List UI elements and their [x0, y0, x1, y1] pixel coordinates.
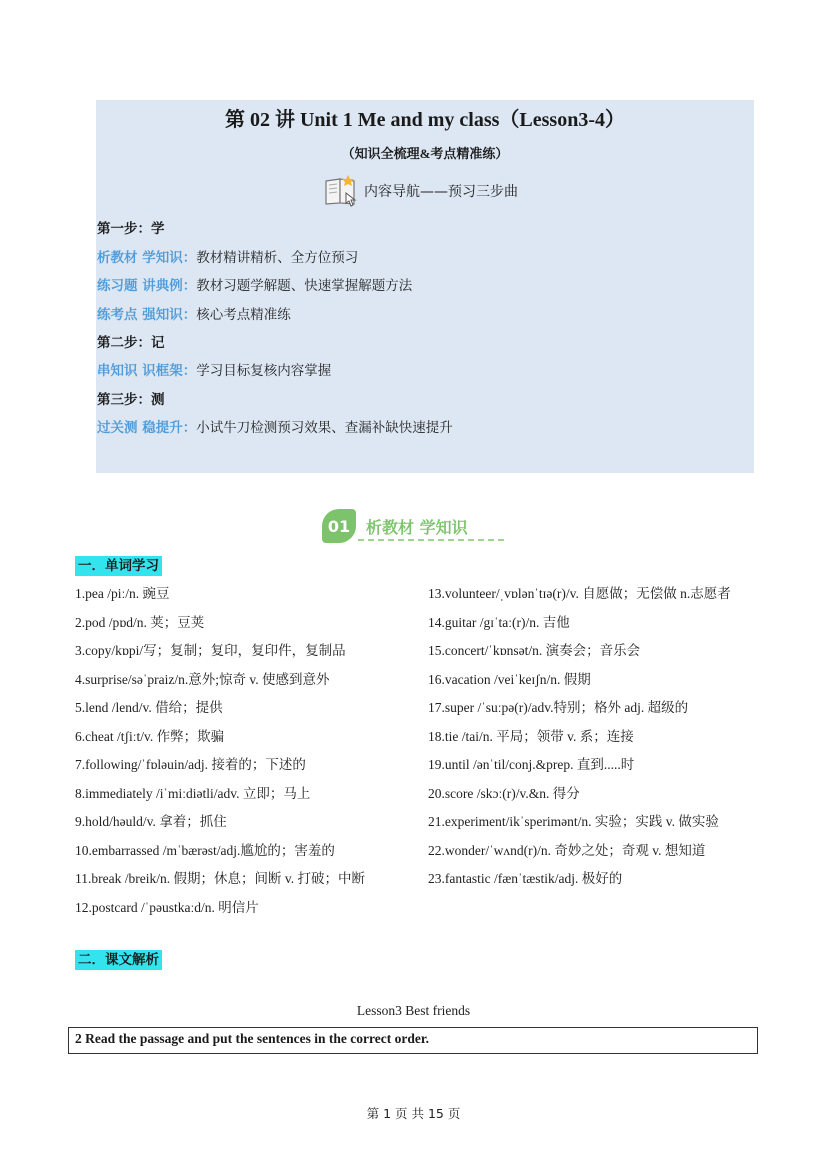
- vocab-item: 12.postcard /ˈpəustkaːd/n. 明信片: [75, 899, 259, 915]
- page-footer: 第 1 页 共 15 页: [366, 1106, 461, 1121]
- step-item: 析教材 学知识：教材精讲精析、全方位预习: [97, 250, 359, 266]
- vocab-item: 18.tie /tai/n. 平局；领带 v. 系；连接: [428, 728, 634, 744]
- lesson-title: Lesson3 Best friends: [356, 1003, 471, 1018]
- book-pointer-icon: [322, 173, 362, 209]
- task-box: [68, 1027, 758, 1054]
- vocab-item: 11.break /breik/n. 假期；休息；间断 v. 打破；中断: [75, 871, 365, 886]
- task-instruction: 2 Read the passage and put the sentences in the correct order.: [75, 1031, 429, 1046]
- banner-divider: [358, 539, 504, 541]
- vocab-item: 16.vacation /veiˈkeɪʃn/n. 假期: [428, 671, 591, 687]
- vocab-item: 14.guitar /gɪˈtaː(r)/n. 吉他: [428, 614, 570, 630]
- vocab-item: 3.copy/kɒpi/写；复制；复印，复印件，复制品: [75, 643, 346, 658]
- step-head: 第二步：记: [97, 335, 165, 351]
- vocab-item: 2.pod /pɒd/n. 荚；豆荚: [75, 614, 205, 630]
- vocab-item: 22.wonder/ˈwʌnd(r)/n. 奇妙之处；奇观 v. 想知道: [428, 842, 706, 858]
- page-title: 第 02 讲 Unit 1 Me and my class（Lesson3-4）: [224, 109, 625, 131]
- vocab-item: 15.concert/ˈkɒnsət/n. 演奏会；音乐会: [428, 643, 641, 658]
- vocab-item: 21.experiment/ikˈsperimənt/n. 实验；实践 v. 做实验: [428, 814, 719, 829]
- vocab-right-column: [428, 584, 731, 898]
- section-heading-text-analysis: 二．课文解析: [75, 950, 162, 970]
- vocab-item: 5.lend /lend/v. 借给；提供: [75, 700, 223, 715]
- vocab-item: 1.pea /piː/n. 豌豆: [75, 586, 170, 601]
- nav-label: 内容导航——预习三步曲: [364, 184, 518, 200]
- vocab-item: 19.until /ənˈtil/conj.&prep. 直到.....时: [428, 757, 635, 772]
- banner-text: 析教材 学知识: [366, 517, 468, 537]
- vocab-item: 6.cheat /tʃiːt/v. 作弊；欺骗: [75, 728, 225, 744]
- section-heading-vocab: 一．单词学习: [75, 556, 162, 576]
- step-item: 练习题 讲典例：教材习题学解题、快速掌握解题方法: [97, 278, 413, 294]
- page-subtitle: （知识全梳理&考点精准练）: [341, 146, 509, 161]
- vocab-item: 9.hold/həuld/v. 拿着；抓住: [75, 814, 227, 829]
- step-head: 第三步：测: [97, 392, 165, 408]
- step-item: 过关测 稳提升：小试牛刀检测预习效果、查漏补缺快速提升: [97, 420, 453, 436]
- vocab-left-column: [75, 584, 365, 926]
- vocab-item: 13.volunteer/ˌvɒlənˈtɪə(r)/v. 自愿做；无偿做 n.志愿者: [428, 586, 731, 601]
- vocab-item: 8.immediately /iˈmiːdiətli/adv. 立即；马上: [75, 785, 311, 801]
- vocab-item: 20.score /skɔː(r)/v.&n. 得分: [428, 785, 580, 801]
- vocab-item: 23.fantastic /fænˈtæstik/adj. 极好的: [428, 871, 623, 886]
- banner-badge: 01: [322, 509, 356, 543]
- content-nav: [322, 173, 518, 209]
- vocab-item: 7.following/ˈfɒləuin/adj. 接着的；下述的: [75, 757, 306, 772]
- vocab-item: 10.embarrassed /mˈbærəst/adj.尴尬的；害羞的: [75, 842, 335, 858]
- step-item: 串知识 识框架：学习目标复核内容掌握: [97, 363, 332, 379]
- vocab-item: 4.surprise/səˈpraiz/n.意外;惊奇 v. 使感到意外: [75, 671, 330, 687]
- vocab-item: 17.super /ˈsuːpə(r)/adv.特别；格外 adj. 超级的: [428, 700, 689, 715]
- step-head: 第一步：学: [97, 221, 165, 237]
- step-item: 练考点 强知识：核心考点精准练: [97, 307, 291, 323]
